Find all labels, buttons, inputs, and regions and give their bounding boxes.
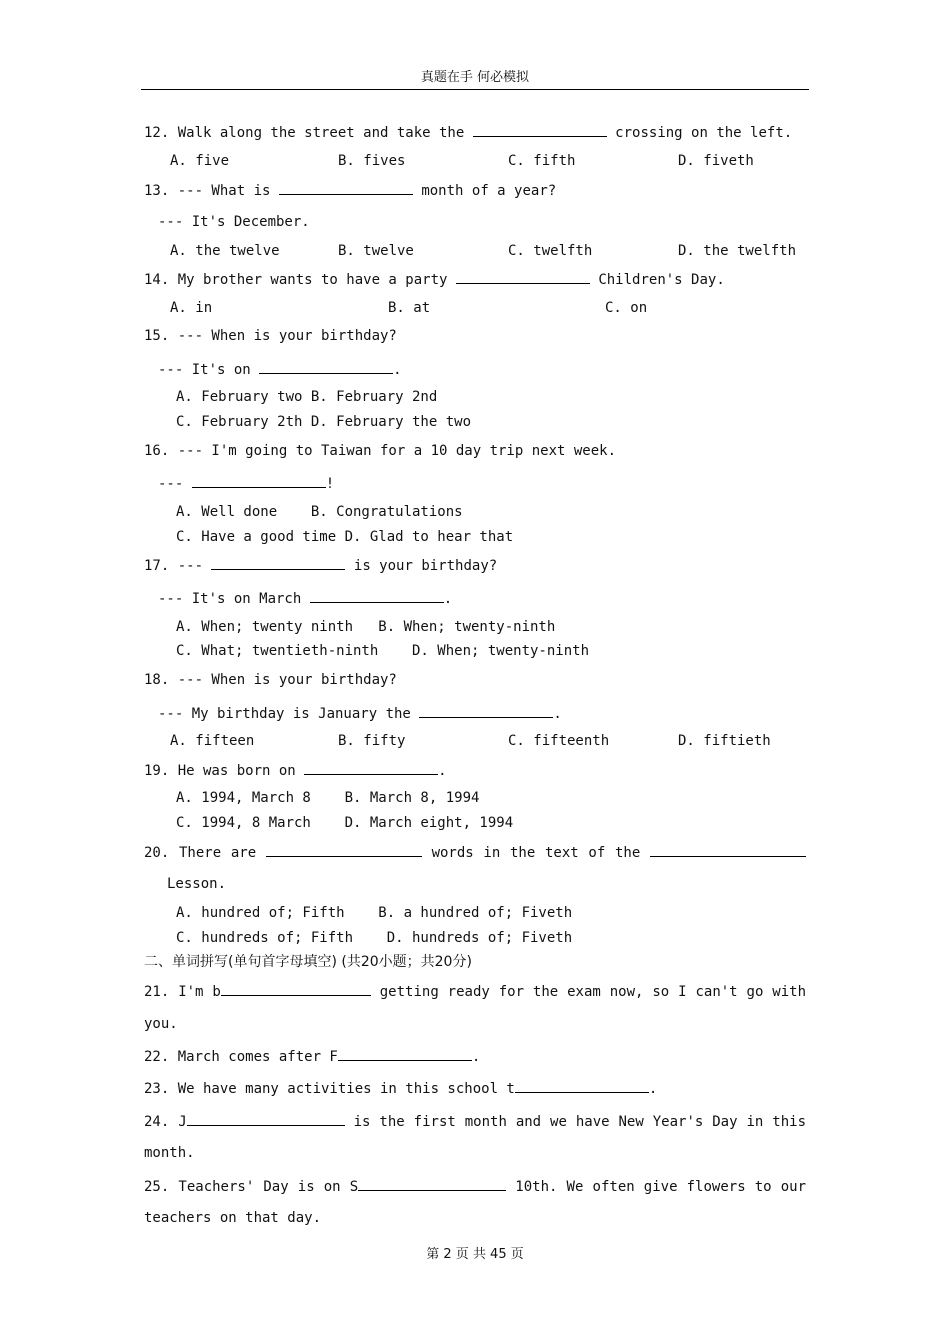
question-18-option-b: B. fifty [338, 733, 406, 749]
question-25-stem: 25. Teachers' Day is on S 10th. We often give flowers to our [144, 1176, 806, 1197]
question-18-stem: 18. --- When is your birthday? [144, 672, 397, 688]
question-16-reply: --- ! [158, 473, 334, 494]
question-20-stem: 20. There are words in the text of the [144, 842, 806, 863]
question-12-option-d: D. fiveth [678, 153, 754, 169]
question-12-option-b: B. fives [338, 153, 406, 169]
question-13-option-d: D. the twelfth [678, 243, 797, 259]
question-21-stem: 21. I'm b getting ready for the exam now, so I can't go with [144, 981, 806, 1002]
question-24-continuation: month. [144, 1145, 195, 1161]
answer-blank[interactable] [221, 981, 371, 996]
answer-blank[interactable] [456, 269, 590, 284]
header-divider [141, 89, 809, 90]
answer-blank[interactable] [310, 588, 444, 603]
question-15-options-row-2: C. February 2th D. February the two [176, 414, 472, 430]
question-13-option-a: A. the twelve [170, 243, 280, 259]
question-12-option-c: C. fifth [508, 153, 576, 169]
question-14-stem: 14. My brother wants to have a party Children's Day. [144, 269, 725, 290]
answer-blank[interactable] [419, 703, 553, 718]
question-12-stem: 12. Walk along the street and take the crossing on the left. [144, 122, 792, 143]
question-15-stem: 15. --- When is your birthday? [144, 328, 397, 344]
question-12-option-a: A. five [170, 153, 230, 169]
question-17-options-row-1: A. When; twenty ninth B. When; twenty-ninth [176, 619, 556, 635]
question-19-stem: 19. He was born on . [144, 760, 447, 781]
question-15-options-row-1: A. February two B. February 2nd [176, 389, 438, 405]
page-header: 真题在手 何必模拟 [420, 70, 530, 85]
page-footer: 第 2 页 共 45 页 [426, 1247, 524, 1262]
question-16-stem: 16. --- I'm going to Taiwan for a 10 day trip next week. [144, 443, 617, 459]
answer-blank[interactable] [211, 555, 345, 570]
question-17-reply: --- It's on March . [158, 588, 452, 609]
question-14-option-c: C. on [605, 300, 648, 316]
question-14-option-b: B. at [388, 300, 431, 316]
question-23-stem: 23. We have many activities in this school t . [144, 1078, 657, 1099]
answer-blank[interactable] [338, 1046, 472, 1061]
answer-blank[interactable] [187, 1111, 345, 1126]
question-13-stem: 13. --- What is month of a year? [144, 180, 556, 201]
answer-blank[interactable] [473, 122, 607, 137]
question-20-options-row-1: A. hundred of; Fifth B. a hundred of; Fiveth [176, 905, 573, 921]
question-19-options-row-2: C. 1994, 8 March D. March eight, 1994 [176, 815, 514, 831]
question-13-option-c: C. twelfth [508, 243, 593, 259]
question-18-option-a: A. fifteen [170, 733, 255, 749]
question-13-option-b: B. twelve [338, 243, 414, 259]
answer-blank[interactable] [515, 1078, 649, 1093]
question-17-options-row-2: C. What; twentieth-ninth D. When; twenty-ninth [176, 643, 590, 659]
question-19-options-row-1: A. 1994, March 8 B. March 8, 1994 [176, 790, 480, 806]
question-18-reply: --- My birthday is January the . [158, 703, 562, 724]
section-2-heading: 二、单词拼写(单句首字母填空) (共20小题；共20分) [144, 954, 472, 970]
question-21-continuation: you. [144, 1016, 178, 1032]
answer-blank[interactable] [650, 842, 806, 857]
question-15-reply: --- It's on . [158, 359, 402, 380]
question-25-continuation: teachers on that day. [144, 1210, 322, 1226]
answer-blank[interactable] [358, 1176, 506, 1191]
answer-blank[interactable] [304, 760, 438, 775]
question-16-options-row-2: C. Have a good time D. Glad to hear that [176, 529, 514, 545]
question-24-stem: 24. J is the first month and we have New Year's Day in this [144, 1111, 806, 1132]
answer-blank[interactable] [279, 180, 413, 195]
answer-blank[interactable] [259, 359, 393, 374]
question-17-stem: 17. --- is your birthday? [144, 555, 497, 576]
question-14-option-a: A. in [170, 300, 213, 316]
answer-blank[interactable] [192, 473, 326, 488]
question-22-stem: 22. March comes after F . [144, 1046, 480, 1067]
question-16-options-row-1: A. Well done B. Congratulations [176, 504, 463, 520]
question-20-continuation: Lesson. [167, 876, 227, 892]
question-18-option-c: C. fifteenth [508, 733, 610, 749]
answer-blank[interactable] [266, 842, 422, 857]
question-20-options-row-2: C. hundreds of; Fifth D. hundreds of; Fiveth [176, 930, 573, 946]
question-18-option-d: D. fiftieth [678, 733, 771, 749]
question-13-reply: --- It's December. [158, 214, 310, 230]
